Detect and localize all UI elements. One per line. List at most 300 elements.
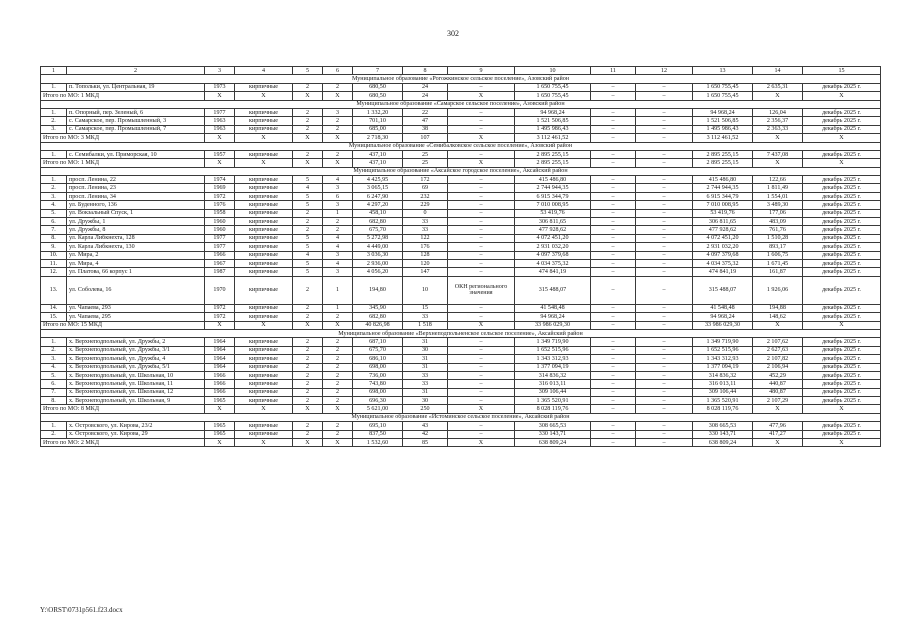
table-cell: 6 915 344,79 xyxy=(515,192,591,200)
table-cell: 2 106,94 xyxy=(753,363,803,371)
table-cell: – xyxy=(591,201,636,209)
table-cell: декабрь 2025 г. xyxy=(803,218,881,226)
table-row xyxy=(41,268,881,276)
table-cell: х. Верхнеподпольный, ул. Дружбы, 2 xyxy=(67,338,205,346)
table-cell: 4 297,20 xyxy=(353,201,403,209)
table-cell: X xyxy=(293,405,323,413)
table-cell: X xyxy=(448,159,515,167)
table-cell: 2 xyxy=(293,363,323,371)
table-cell: 1977 xyxy=(205,234,235,242)
table-cell: Итого по МО: 3 МКД xyxy=(41,134,205,142)
table-cell: 1970 xyxy=(205,276,235,304)
table-cell: – xyxy=(591,268,636,276)
table-cell: ОКН регионального значения xyxy=(448,276,515,304)
table-cell: 638 809,24 xyxy=(515,439,591,447)
table-cell: – xyxy=(636,125,693,133)
table-cell: – xyxy=(636,243,693,251)
table-cell: – xyxy=(636,92,693,100)
table-cell: 4 xyxy=(235,67,293,75)
table-cell: 2 931 032,20 xyxy=(515,243,591,251)
table-cell: – xyxy=(636,134,693,142)
table-cell: х. Верхнеподпольный, ул. Дружбы, 5/1 xyxy=(67,363,205,371)
table-cell: 308 665,53 xyxy=(515,422,591,430)
table-cell: 6 915 344,79 xyxy=(693,192,753,200)
table-cell: – xyxy=(636,159,693,167)
table-cell: – xyxy=(591,159,636,167)
table-cell: 2 xyxy=(293,209,323,217)
table-cell: 458,10 xyxy=(353,209,403,217)
table-cell: – xyxy=(591,380,636,388)
table-cell: 250 xyxy=(403,405,448,413)
table-cell: декабрь 2025 г. xyxy=(803,355,881,363)
table-cell: 3 xyxy=(323,201,353,209)
table-cell: декабрь 2025 г. xyxy=(803,192,881,200)
table-cell: 7 437,08 xyxy=(753,150,803,158)
table-row xyxy=(41,150,881,158)
table-cell: X xyxy=(323,134,353,142)
table-cell: – xyxy=(448,371,515,379)
table-cell: 1987 xyxy=(205,268,235,276)
footer-file-path: Y:\ORST\0731p561.f23.docx xyxy=(40,606,123,614)
table-cell: – xyxy=(636,380,693,388)
table-cell: 31 xyxy=(403,363,448,371)
table-cell: 7. xyxy=(41,226,67,234)
table-cell: с. Семибалки, ул. Приморская, 10 xyxy=(67,150,205,158)
table-cell: X xyxy=(753,92,803,100)
table-cell: декабрь 2025 г. xyxy=(803,313,881,321)
table-cell: 680,50 xyxy=(353,83,403,91)
table-cell: кирпичные xyxy=(235,259,293,267)
table-cell: декабрь 2025 г. xyxy=(803,268,881,276)
table-cell: 33 xyxy=(403,218,448,226)
table-cell: – xyxy=(636,430,693,438)
table-cell: 120 xyxy=(403,259,448,267)
table-cell: декабрь 2025 г. xyxy=(803,108,881,116)
table-cell: 42 xyxy=(403,430,448,438)
table-cell: 33 xyxy=(403,313,448,321)
table-cell: – xyxy=(636,184,693,192)
table-cell: 1 377 094,19 xyxy=(515,363,591,371)
table-cell: 14. xyxy=(41,304,67,312)
table-cell: 2 895 255,15 xyxy=(693,150,753,158)
table-cell: 8. xyxy=(41,234,67,242)
table-cell: 8 028 119,76 xyxy=(515,405,591,413)
table-cell: 107 xyxy=(403,134,448,142)
table-cell: 15 xyxy=(803,67,881,75)
table-cell: X xyxy=(323,321,353,329)
table-cell: декабрь 2025 г. xyxy=(803,125,881,133)
table-cell: – xyxy=(448,226,515,234)
table-cell: 2 xyxy=(293,430,323,438)
table-row xyxy=(41,430,881,438)
table-cell: – xyxy=(636,346,693,354)
table-cell: – xyxy=(448,338,515,346)
table-cell: 11. xyxy=(41,259,67,267)
table-cell: 2 xyxy=(293,355,323,363)
table-cell: 1965 xyxy=(205,430,235,438)
table-cell: 2 718,30 xyxy=(353,134,403,142)
table-cell: х. Верхнеподпольный, ул. Дружбы, 4 xyxy=(67,355,205,363)
table-cell: X xyxy=(235,134,293,142)
table-cell: 2. xyxy=(41,346,67,354)
table-cell: 837,50 xyxy=(353,430,403,438)
table-cell: 2 744 944,35 xyxy=(693,184,753,192)
table-cell: 30 xyxy=(403,346,448,354)
table-cell: 682,80 xyxy=(353,218,403,226)
table-cell: х. Верхнеподпольный, ул. Школьная, 10 xyxy=(67,371,205,379)
table-cell: декабрь 2025 г. xyxy=(803,234,881,242)
table-cell: декабрь 2025 г. xyxy=(803,371,881,379)
table-cell: – xyxy=(591,405,636,413)
table-cell: кирпичные xyxy=(235,276,293,304)
table-cell: X xyxy=(235,405,293,413)
table-cell: 1. xyxy=(41,83,67,91)
table-cell: – xyxy=(591,363,636,371)
table-cell: – xyxy=(636,397,693,405)
total-row xyxy=(41,134,881,142)
table-cell: 8. xyxy=(41,397,67,405)
table-cell: 2 xyxy=(323,150,353,158)
table-cell: – xyxy=(591,346,636,354)
table-cell: 7. xyxy=(41,388,67,396)
table-cell: X xyxy=(323,92,353,100)
table-cell: 53 419,76 xyxy=(515,209,591,217)
table-cell: – xyxy=(448,234,515,242)
table-row xyxy=(41,243,881,251)
table-cell: 1 349 719,90 xyxy=(693,338,753,346)
table-cell: 2 xyxy=(293,338,323,346)
table-cell: 1. xyxy=(41,422,67,430)
table-cell: 675,70 xyxy=(353,226,403,234)
table-cell: 1 xyxy=(323,209,353,217)
table-cell: – xyxy=(591,430,636,438)
table-cell: 638 809,24 xyxy=(693,439,753,447)
table-cell: 893,17 xyxy=(753,243,803,251)
table-cell: кирпичные xyxy=(235,243,293,251)
table-cell: 698,00 xyxy=(353,363,403,371)
table-cell: – xyxy=(448,397,515,405)
table-cell: 1963 xyxy=(205,125,235,133)
table-cell: 1 365 520,91 xyxy=(693,397,753,405)
table-cell: 5. xyxy=(41,209,67,217)
table-cell: ул. Мира, 4 xyxy=(67,259,205,267)
table-cell: X xyxy=(753,321,803,329)
table-cell: X xyxy=(323,405,353,413)
table-cell: 2 931 032,20 xyxy=(693,243,753,251)
table-cell: 1 495 986,43 xyxy=(515,125,591,133)
table-cell: 7 010 008,95 xyxy=(515,201,591,209)
table-cell: 5 272,98 xyxy=(353,234,403,242)
table-cell: кирпичные xyxy=(235,125,293,133)
table-cell: 85 xyxy=(403,439,448,447)
table-cell: 11 xyxy=(591,67,636,75)
table-cell: х. Островского, ул. Кирова, 29 xyxy=(67,430,205,438)
table-cell: X xyxy=(803,321,881,329)
table-cell: 474 841,19 xyxy=(515,268,591,276)
table-cell: – xyxy=(591,218,636,226)
table-row xyxy=(41,371,881,379)
table-cell: 128 xyxy=(403,251,448,259)
table-cell: 1 343 312,93 xyxy=(515,355,591,363)
table-cell: декабрь 2025 г. xyxy=(803,397,881,405)
table-cell: – xyxy=(636,108,693,116)
table-cell: 1 343 312,93 xyxy=(693,355,753,363)
table-cell: – xyxy=(591,251,636,259)
table-cell: 2 xyxy=(323,226,353,234)
section-title: Муниципальное образование «Истоминское сельское поселение», Аксайский район xyxy=(41,413,881,421)
table-cell: 437,10 xyxy=(353,150,403,158)
table-cell: – xyxy=(636,276,693,304)
table-cell: X xyxy=(205,159,235,167)
table-cell: 2. xyxy=(41,430,67,438)
table-cell: 1977 xyxy=(205,243,235,251)
table-cell: 1 606,75 xyxy=(753,251,803,259)
table-cell: кирпичные xyxy=(235,380,293,388)
table-cell: – xyxy=(448,388,515,396)
table-cell: 177,06 xyxy=(753,209,803,217)
total-row xyxy=(41,92,881,100)
section-header-row xyxy=(41,142,881,150)
table-cell: 1 365 520,91 xyxy=(515,397,591,405)
table-cell: ул. Соболева, 16 xyxy=(67,276,205,304)
table-cell: 415 486,80 xyxy=(515,176,591,184)
table-cell: – xyxy=(448,355,515,363)
table-cell: – xyxy=(448,218,515,226)
table-cell: 4 097 379,68 xyxy=(693,251,753,259)
table-cell: 15 xyxy=(403,304,448,312)
table-cell: декабрь 2025 г. xyxy=(803,259,881,267)
table-cell: – xyxy=(636,226,693,234)
table-cell: 696,30 xyxy=(353,397,403,405)
table-cell: – xyxy=(448,422,515,430)
table-cell: 194,88 xyxy=(753,304,803,312)
table-cell: 2 xyxy=(293,276,323,304)
table-row xyxy=(41,83,881,91)
table-cell: – xyxy=(636,259,693,267)
table-cell: кирпичные xyxy=(235,355,293,363)
table-cell: 1 521 506,85 xyxy=(693,117,753,125)
table-row xyxy=(41,251,881,259)
table-cell: 309 106,44 xyxy=(693,388,753,396)
section-header-row xyxy=(41,75,881,83)
table-cell: 2. xyxy=(41,184,67,192)
table-cell: – xyxy=(591,234,636,242)
table-cell: – xyxy=(636,192,693,200)
table-cell: 94 968,24 xyxy=(515,108,591,116)
table-row xyxy=(41,184,881,192)
table-cell: 1972 xyxy=(205,313,235,321)
table-cell: 309 106,44 xyxy=(515,388,591,396)
table-cell: 7 xyxy=(353,67,403,75)
total-row xyxy=(41,439,881,447)
table-cell: – xyxy=(448,184,515,192)
table-cell: – xyxy=(636,321,693,329)
table-cell: 1957 xyxy=(205,150,235,158)
table-cell: – xyxy=(591,439,636,447)
table-cell: 69 xyxy=(403,184,448,192)
table-cell: 6 xyxy=(323,67,353,75)
table-cell: – xyxy=(636,117,693,125)
table-cell: – xyxy=(591,321,636,329)
table-cell: 2 xyxy=(293,226,323,234)
table-row xyxy=(41,125,881,133)
table-cell: 1 510,28 xyxy=(753,234,803,242)
table-cell: 698,00 xyxy=(353,388,403,396)
table-row xyxy=(41,380,881,388)
table-cell: 1 518 xyxy=(403,321,448,329)
table-cell: 440,87 xyxy=(753,380,803,388)
table-cell: – xyxy=(636,388,693,396)
table-cell: X xyxy=(235,321,293,329)
table-cell: 2 xyxy=(323,355,353,363)
table-cell: – xyxy=(636,218,693,226)
table-cell: – xyxy=(591,184,636,192)
table-cell: 94 968,24 xyxy=(515,313,591,321)
table-cell: – xyxy=(591,192,636,200)
total-row xyxy=(41,321,881,329)
table-cell: 5 xyxy=(293,234,323,242)
table-cell: 4. xyxy=(41,363,67,371)
table-cell: 1965 xyxy=(205,422,235,430)
table-cell: декабрь 2025 г. xyxy=(803,226,881,234)
table-cell: кирпичные xyxy=(235,150,293,158)
table-cell: – xyxy=(591,276,636,304)
table-cell: 474 841,19 xyxy=(693,268,753,276)
table-cell: 1 650 755,45 xyxy=(693,92,753,100)
table-cell: – xyxy=(636,313,693,321)
table-cell: х. Островского, ул. Кирова, 23/2 xyxy=(67,422,205,430)
table-cell: 94 968,24 xyxy=(693,313,753,321)
table-cell: 761,76 xyxy=(753,226,803,234)
table-cell: – xyxy=(448,125,515,133)
table-cell: 6. xyxy=(41,380,67,388)
table-cell: 40 826,98 xyxy=(353,321,403,329)
table-cell: 1. xyxy=(41,176,67,184)
table-cell: ул. Карла Либкнехта, 130 xyxy=(67,243,205,251)
table-cell: – xyxy=(448,380,515,388)
table-cell: 15. xyxy=(41,313,67,321)
table-cell: 2 895 255,15 xyxy=(693,159,753,167)
table-cell: п. Опорный, пер. Зеленый, 6 xyxy=(67,108,205,116)
table-cell: – xyxy=(636,422,693,430)
table-cell: 1 332,20 xyxy=(353,108,403,116)
table-cell: 12. xyxy=(41,268,67,276)
table-cell: X xyxy=(235,92,293,100)
table-cell: кирпичные xyxy=(235,338,293,346)
table-cell: 3 xyxy=(323,251,353,259)
table-cell: ул. Карла Либкнехта, 128 xyxy=(67,234,205,242)
table-cell: – xyxy=(591,83,636,91)
table-cell: 38 xyxy=(403,125,448,133)
table-cell: 25 xyxy=(403,159,448,167)
table-cell: 12 xyxy=(636,67,693,75)
table-row xyxy=(41,176,881,184)
table-cell: 33 xyxy=(403,226,448,234)
table-cell: – xyxy=(591,259,636,267)
table-row xyxy=(41,355,881,363)
section-title: Муниципальное образование «Семибалковское сельское поселение», Азовский район xyxy=(41,142,881,150)
table-cell: – xyxy=(448,268,515,276)
table-cell: 2 xyxy=(323,117,353,125)
table-cell: 4 034 375,32 xyxy=(515,259,591,267)
table-cell: X xyxy=(448,321,515,329)
table-cell: 483,09 xyxy=(753,218,803,226)
table-cell: кирпичные xyxy=(235,388,293,396)
table-cell: 1974 xyxy=(205,176,235,184)
table-cell: 41 548,48 xyxy=(515,304,591,312)
table-cell: Итого по МО: 1 МКД xyxy=(41,92,205,100)
table-cell: 1 671,45 xyxy=(753,259,803,267)
table-cell: X xyxy=(753,159,803,167)
table-cell: ул. Дружбы, 8 xyxy=(67,226,205,234)
table-row xyxy=(41,192,881,200)
table-cell: декабрь 2025 г. xyxy=(803,276,881,304)
table-cell: 2 xyxy=(323,313,353,321)
table-cell: 2 xyxy=(293,108,323,116)
table-cell: 1972 xyxy=(205,192,235,200)
table-cell: 2 xyxy=(323,422,353,430)
table-cell: 161,87 xyxy=(753,268,803,276)
table-cell: декабрь 2025 г. xyxy=(803,251,881,259)
table-cell: 1966 xyxy=(205,388,235,396)
table-row xyxy=(41,226,881,234)
total-row xyxy=(41,159,881,167)
table-row xyxy=(41,259,881,267)
table-cell: 3 489,30 xyxy=(753,201,803,209)
table-cell: 31 xyxy=(403,338,448,346)
table-cell: – xyxy=(636,304,693,312)
table-cell: 3. xyxy=(41,355,67,363)
section-title: Муниципальное образование «Аксайское городское поселение», Аксайский район xyxy=(41,167,881,175)
table-cell: 14 xyxy=(753,67,803,75)
table-cell: 1958 xyxy=(205,209,235,217)
table-cell: 148,62 xyxy=(753,313,803,321)
table-cell: X xyxy=(293,134,323,142)
table-cell: 10 xyxy=(403,276,448,304)
table-cell: – xyxy=(636,338,693,346)
table-cell: – xyxy=(448,192,515,200)
table-cell: 680,50 xyxy=(353,92,403,100)
table-cell: 1964 xyxy=(205,363,235,371)
table-cell: – xyxy=(591,313,636,321)
table-cell: 415 486,80 xyxy=(693,176,753,184)
table-cell: – xyxy=(591,117,636,125)
table-cell: 5 xyxy=(293,67,323,75)
table-cell: кирпичные xyxy=(235,209,293,217)
table-cell: – xyxy=(448,243,515,251)
table-cell: 308 665,53 xyxy=(693,422,753,430)
table-cell: 5 xyxy=(293,268,323,276)
table-cell: 5 621,00 xyxy=(353,405,403,413)
table-cell: X xyxy=(448,439,515,447)
table-cell: 2 xyxy=(323,380,353,388)
table-cell: X xyxy=(803,405,881,413)
table-cell: X xyxy=(323,439,353,447)
table-cell: 1 926,06 xyxy=(753,276,803,304)
table-cell: кирпичные xyxy=(235,346,293,354)
table-cell: х. Верхнеподпольный, ул. Школьная, 11 xyxy=(67,380,205,388)
table-cell: 1 650 755,45 xyxy=(515,83,591,91)
table-cell: кирпичные xyxy=(235,176,293,184)
table-cell: – xyxy=(636,405,693,413)
table-cell: 4 072 451,20 xyxy=(515,234,591,242)
table-cell: 43 xyxy=(403,422,448,430)
table-cell: 4 056,20 xyxy=(353,268,403,276)
table-cell: 2 xyxy=(323,430,353,438)
table-cell: 1960 xyxy=(205,218,235,226)
table-row xyxy=(41,209,881,217)
table-cell: – xyxy=(636,371,693,379)
